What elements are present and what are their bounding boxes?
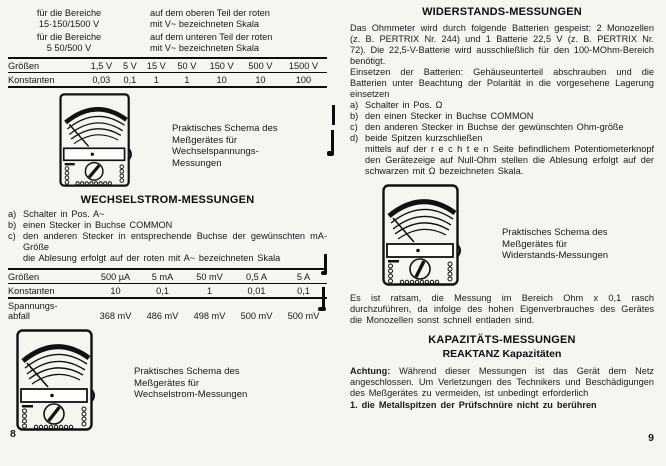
range-values: 5 50/500 V	[46, 42, 92, 53]
gutter-artifact	[321, 271, 327, 275]
section-heading-ac-current: WECHSELSTROM-MESSUNGEN	[80, 194, 255, 206]
list-continuation: mittels auf der r e c h t e n Seite befindlichem Potentiometerknopf den Gerätezeige auf Null-Ohm stellen die Ablesung erfolgt auf der schwarzen mit Ω bezeichneten Skala.	[365, 144, 654, 176]
gutter-artifact	[318, 307, 326, 311]
figure-caption: Praktisches Schema des Meßgerätes für Wechselstrom-Messungen	[134, 366, 248, 400]
list-item: a) Schalter in Pos. A~	[8, 209, 105, 219]
table-cell: 5 A	[280, 269, 327, 284]
scale-desc: auf dem unteren Teil der roten	[150, 32, 273, 42]
paragraph-batteries: Das Ohmmeter wird durch folgende Batterien gespeist: 2 Monozellen (z. B. PERTRIX Nr. 244) und 1 Batterie 22,5 V (z. B. PERTRIX Nr. 72). Die 22,5-V-Batterie wird ausschließlich für den 100-MOhm-Bereich benötigt.	[350, 23, 654, 66]
subheading-reaktanz: REAKTANZ Kapazitäten	[442, 348, 562, 360]
ac-current-list	[8, 209, 327, 264]
table-row	[8, 73, 327, 87]
meter-diagram-icon	[16, 328, 96, 432]
table-cell: 50 mV	[186, 269, 233, 284]
table-cell: 5 mA	[139, 269, 186, 284]
page-right	[333, 0, 666, 466]
table-cell: 100	[280, 73, 327, 87]
table-cell: 368 mV	[92, 298, 139, 322]
range-label: für die Bereiche	[36, 8, 102, 18]
meter-diagram-icon	[54, 93, 138, 187]
resistance-list	[350, 100, 654, 177]
table-row	[8, 269, 327, 284]
paragraph-warning: Achtung: Während dieser Messungen ist das Gerät dem Netz angeschlossen. Um Verletzungen des Technikers und Beschädigungen des Meßgerätes zu vermeiden, ist unbedingt erforderlich	[350, 366, 654, 398]
table-cell: 1	[186, 284, 233, 299]
table-cell: 500 mV	[280, 298, 327, 322]
table-cell: Spannungs- abfall	[8, 298, 92, 322]
table-cell: 498 mV	[186, 298, 233, 322]
list-item: d) beide Spitzen kurzschließen	[350, 133, 483, 143]
meter-diagram-icon	[382, 183, 462, 287]
scale-desc: auf dem oberen Teil der roten	[150, 8, 270, 18]
warning-item-1: 1. die Metallspitzen der Prüfschnüre nicht zu berühren	[350, 400, 597, 410]
section-heading-capacity: KAPAZITÄTS-MESSUNGEN	[428, 334, 576, 346]
table-cell: 150 V	[202, 58, 241, 73]
table-cell: 1,5 V	[84, 58, 119, 73]
table-cell: 50 V	[172, 58, 203, 73]
list-item: c) den anderen Stecker in Buchse der gewünschten Ohm-größe	[350, 122, 624, 132]
table-cell: 1	[172, 73, 203, 87]
table-cell: 0,5 A	[233, 269, 280, 284]
table-cell: Konstanten	[8, 284, 92, 299]
table-cell: 0,1	[139, 284, 186, 299]
list-continuation: die Ablesung erfolgt auf der roten mit A~ bezeichneten Skala	[23, 253, 281, 263]
ac-current-meter-figure	[16, 328, 327, 432]
ac-voltage-meter-figure	[54, 93, 327, 187]
voltage-range-block	[8, 8, 327, 53]
table-cell: Größen	[8, 58, 84, 73]
table-cell: 500 V	[241, 58, 280, 73]
table-cell: 0,03	[84, 73, 119, 87]
page-number-right: 9	[648, 432, 654, 444]
table-cell: 0,1	[119, 73, 141, 87]
table-cell: 15 V	[141, 58, 172, 73]
page-number-left: 8	[10, 428, 16, 440]
table-cell: 10	[92, 284, 139, 299]
table-cell: 1500 V	[280, 58, 327, 73]
gutter-artifact	[327, 151, 334, 156]
section-heading-resistance: WIDERSTANDS-MESSUNGEN	[422, 6, 582, 18]
range-row	[8, 32, 327, 53]
table-cell: 500 µA	[92, 269, 139, 284]
range-row	[8, 8, 327, 29]
table-cell: 0,01	[233, 284, 280, 299]
figure-caption: Praktisches Schema des Meßgerätes für Widerstands-Messungen	[502, 227, 609, 261]
table-cell: Größen	[8, 269, 92, 284]
figure-caption: Praktisches Schema des Meßgerätes für Wechselspannungs- Messungen	[172, 123, 278, 169]
resistance-meter-figure	[382, 183, 654, 287]
paragraph-insert-batteries: Einsetzen der Batterien: Gehäuseunterteil abschrauben und die Batterien unter Beachtung der Polarität in die vorgesehene Lagerung einsetzen	[350, 67, 654, 99]
paragraph-advice: Es ist ratsam, die Messung im Bereich Ohm x 0,1 rasch durchzuführen, da infolge des hohen Eigenverbrauches des Gerätes die Monozellen sonst schnell entladen sind.	[350, 293, 654, 325]
range-values: 15·150/1500 V	[38, 18, 100, 29]
table-row	[8, 298, 327, 322]
range-label: für die Bereiche	[36, 32, 102, 42]
table-cell: 5 V	[119, 58, 141, 73]
list-item: b) den einen Stecker in Buchse COMMON	[350, 111, 534, 121]
scale-desc: mit V~ bezeichneten Skala	[150, 42, 260, 53]
current-constants-table	[8, 268, 327, 322]
table-cell: Konstanten	[8, 73, 84, 87]
list-item: b) einen Stecker in Buchse COMMON	[8, 220, 173, 230]
table-cell: 10	[202, 73, 241, 87]
table-cell: 486 mV	[139, 298, 186, 322]
list-item: a) Schalter in Pos. Ω	[350, 100, 443, 110]
table-cell: 1	[141, 73, 172, 87]
table-cell: 10	[241, 73, 280, 87]
list-item: c) den anderen Stecker in entsprechende Buchse der gewünschten mA-Größe	[8, 231, 327, 252]
table-cell: 0,1	[280, 284, 327, 299]
gutter-artifact	[332, 105, 335, 125]
voltage-constants-table	[8, 57, 327, 86]
table-cell: 500 mV	[233, 298, 280, 322]
table-row	[8, 284, 327, 299]
table-row	[8, 58, 327, 73]
scale-desc: mit V~ bezeichneten Skala	[150, 18, 260, 29]
warning-label: Achtung:	[350, 366, 391, 376]
table-bottom-rule	[8, 86, 327, 88]
